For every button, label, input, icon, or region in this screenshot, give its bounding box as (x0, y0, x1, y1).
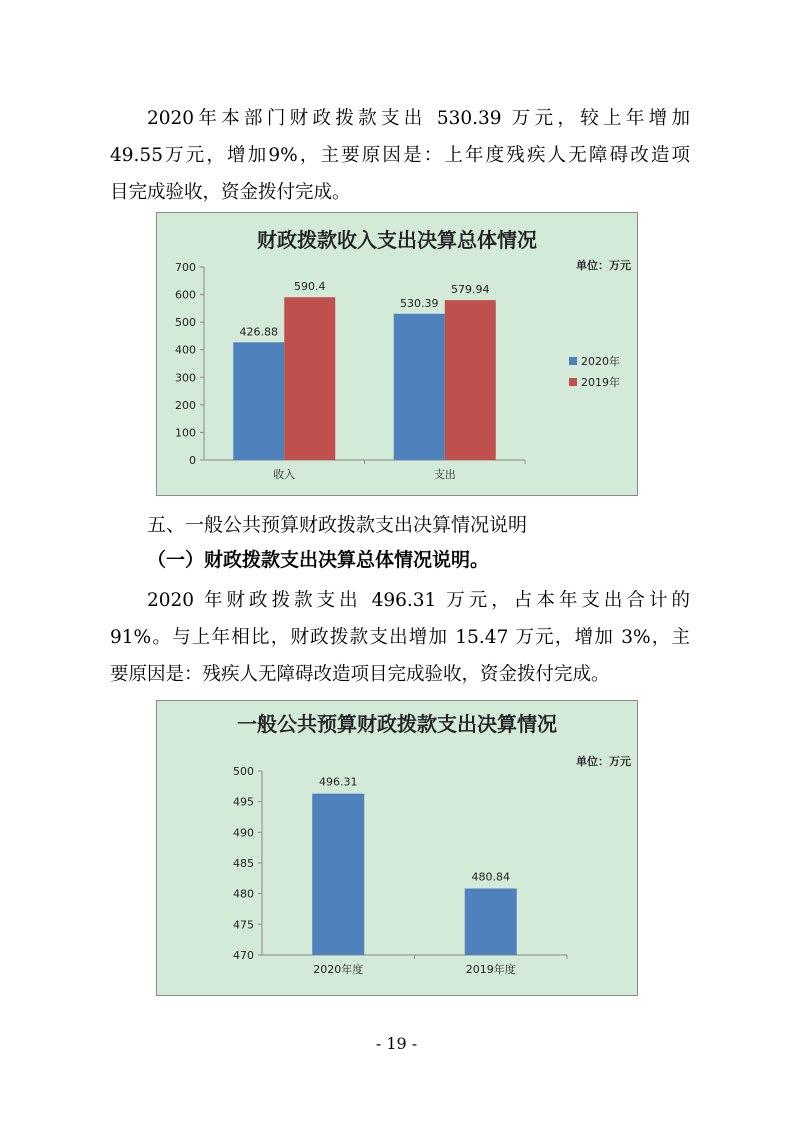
chart-1-y-tick-label: 200 (175, 398, 196, 412)
chart-2-y-tick-label: 485 (233, 857, 254, 870)
chart-2-y-tick-label: 480 (233, 887, 254, 901)
paragraph-1-line-1: 2020年本部门财政拨款支出 530.39 万元，较上年增加 (147, 108, 690, 129)
chart-1-x-tick-label: 支出 (433, 468, 456, 481)
chart-1-data-label: 426.88 (239, 325, 278, 339)
paragraph-2-line-1: 2020 年财政拨款支出 496.31 万元，占本年支出合计的 (147, 590, 690, 611)
chart-1-y-tick-label: 300 (175, 371, 196, 385)
chart-2-x-tick-label: 2019年度 (465, 963, 516, 976)
chart-2-unit-label: 单位：万元 (576, 755, 631, 768)
chart-general-budget-expenditure (156, 700, 638, 996)
chart-2-y-tick-label: 495 (233, 795, 254, 809)
chart-2-data-label: 480.84 (471, 870, 510, 884)
paragraph-2 (110, 582, 690, 693)
paragraph-1-line-3: 目完成验收，资金拨付完成。 (110, 182, 351, 203)
section-5-heading: 五、一般公共预算财政拨款支出决算情况说明 (147, 514, 528, 536)
chart-1-data-label: 530.39 (400, 296, 439, 310)
paragraph-1 (110, 100, 690, 211)
chart-2-y-tick-label: 475 (233, 918, 254, 932)
chart-income-expenditure-svg (157, 213, 637, 495)
chart-1-data-label: 579.94 (451, 283, 490, 297)
chart-2-y-tick-label: 470 (233, 949, 254, 962)
chart-2-y-tick-label: 490 (233, 826, 254, 840)
chart-1-legend-label: 2019年 (581, 376, 620, 389)
chart-2-bar (465, 889, 517, 955)
paragraph-2-line-3: 要原因是：残疾人无障碍改造项目完成验收，资金拨付完成。 (110, 664, 610, 685)
chart-1-data-label: 590.4 (294, 280, 326, 294)
chart-income-expenditure (156, 212, 638, 496)
chart-2-x-tick-label: 2020年度 (313, 963, 364, 976)
chart-2-bar (312, 794, 364, 955)
paragraph-1-line-2: 49.55万元，增加9%，主要原因是：上年度残疾人无障碍改造项 (110, 145, 690, 166)
chart-general-budget-expenditure-svg (157, 701, 637, 995)
chart-2-y-tick-label: 500 (233, 765, 254, 778)
chart-1-y-tick-label: 0 (189, 454, 196, 467)
subsection-1-heading: （一）财政拨款支出决算总体情况说明。 (147, 549, 490, 571)
chart-1-bar (445, 300, 496, 460)
chart-1-x-tick-label: 收入 (273, 468, 296, 481)
chart-1-bar (394, 314, 445, 460)
chart-1-legend-label: 2020年 (581, 355, 620, 368)
chart-1-title: 财政拨款收入支出决算总体情况 (257, 228, 537, 252)
chart-1-bar (233, 342, 284, 460)
chart-1-legend-swatch (569, 357, 577, 365)
chart-1-legend-swatch (569, 378, 577, 386)
chart-1-y-tick-label: 400 (175, 343, 196, 357)
chart-1-y-tick-label: 500 (175, 316, 196, 330)
chart-1-bar (284, 297, 335, 460)
paragraph-2-line-2: 91%。与上年相比，财政拨款支出增加 15.47 万元，增加 3%，主 (110, 627, 690, 648)
chart-1-y-tick-label: 700 (175, 261, 196, 274)
chart-2-data-label: 496.31 (319, 775, 358, 789)
chart-2-title: 一般公共预算财政拨款支出决算情况 (237, 712, 557, 736)
chart-1-unit-label: 单位：万元 (576, 259, 631, 272)
page-number: - 19 - (375, 1034, 418, 1053)
chart-1-y-tick-label: 100 (175, 426, 196, 440)
chart-1-y-tick-label: 600 (175, 288, 196, 302)
